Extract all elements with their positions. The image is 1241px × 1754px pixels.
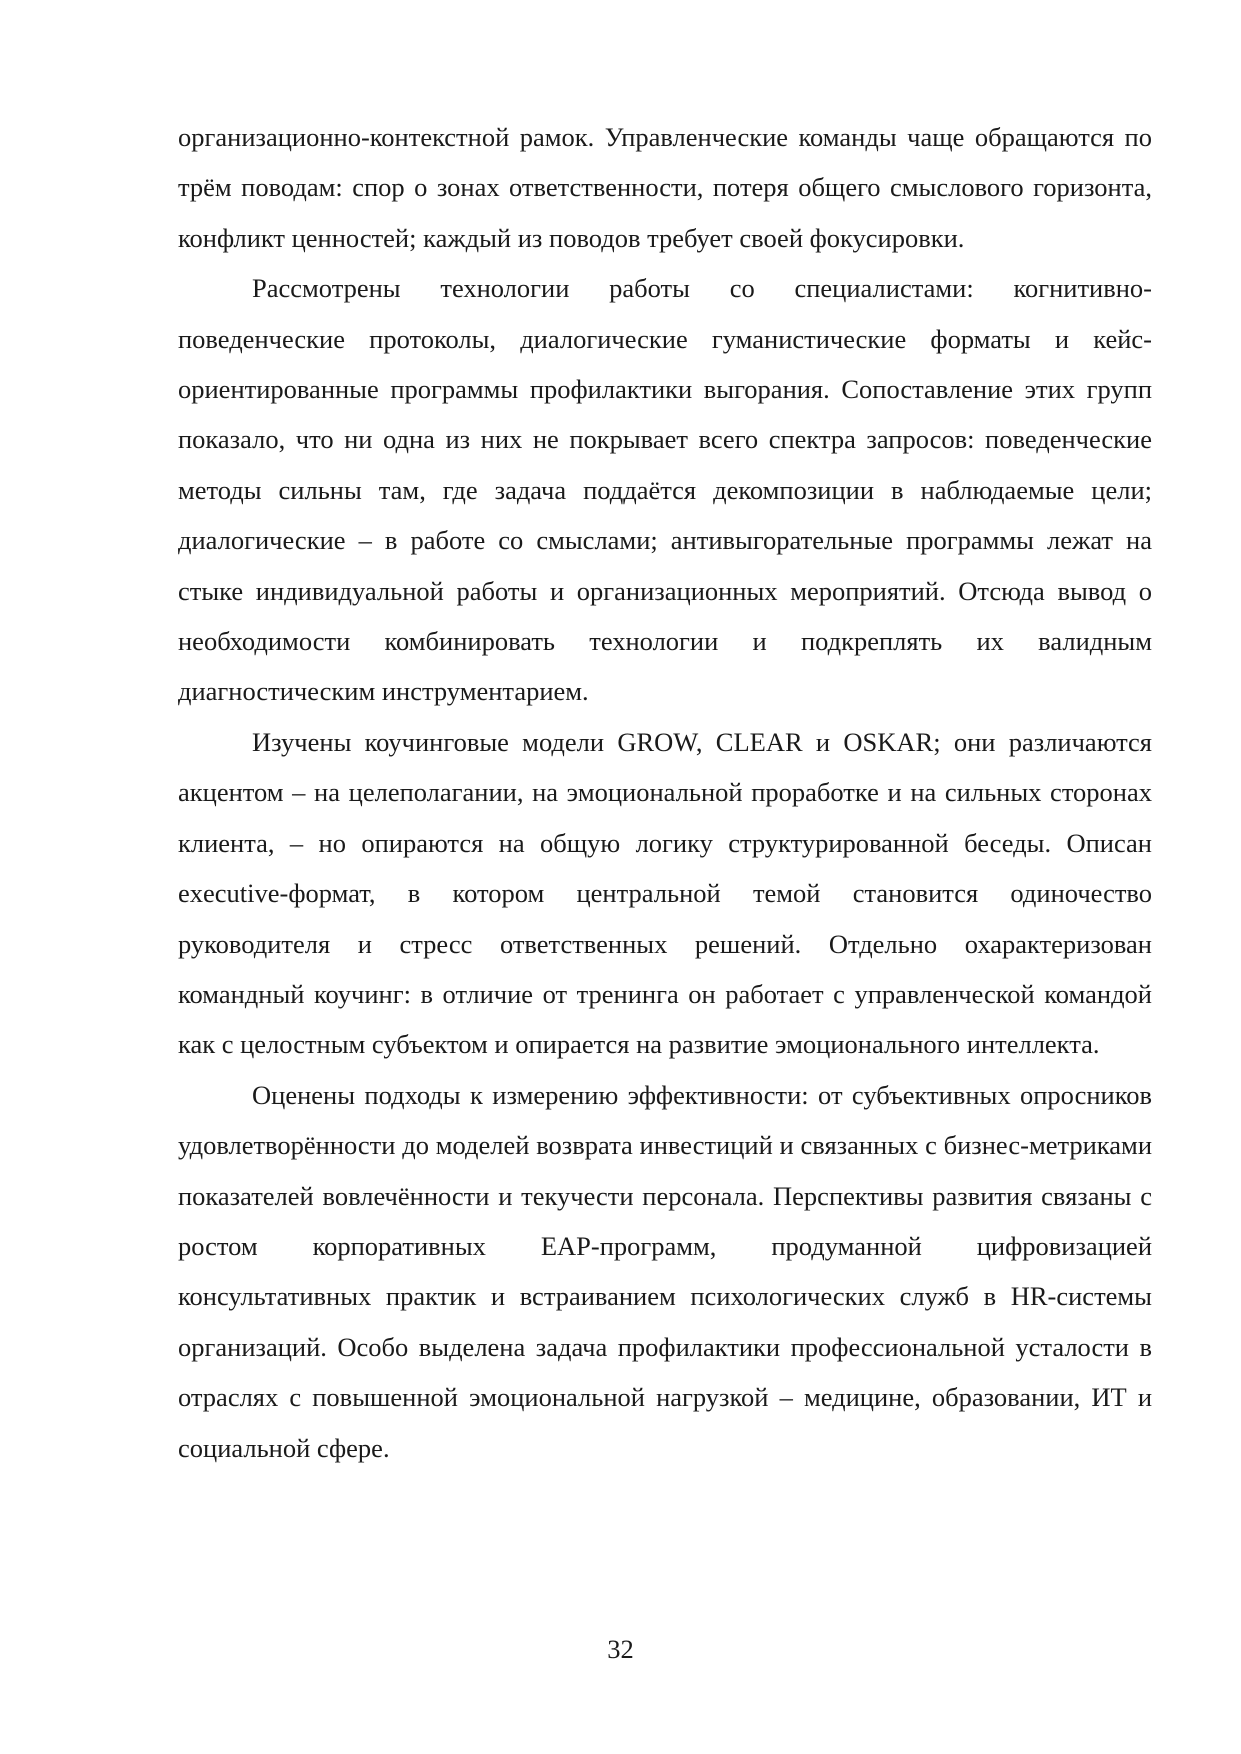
page-number: 32 [607, 1634, 634, 1664]
paragraph-1: организационно-контекстной рамок. Управленческие команды чаще обращаются по трём поводам: спор о зонах ответственности, потеря общего смыслового горизонта, конфликт ценностей; каждый из поводов требует своей фокусировки. [178, 122, 1152, 253]
paragraph-2: Рассмотрены технологии работы со специалистами: когнитивно-поведенческие протоколы, диалогические гуманистические форматы и кейс-ориентированные программы профилактики выгорания. Сопоставление этих групп показало, что ни одна из них не покрывает всего спектра запросов: поведенческие методы сильны там, где задача поддаётся декомпозиции в наблюдаемые цели; диалогические – в работе со смыслами; антивыгорательные программы лежат на стыке индивидуальной работы и организационных мероприятий. Отсюда вывод о необходимости комбинировать технологии и подкреплять их валидным диагностическим инструментарием. [178, 273, 1152, 707]
body-text [178, 112, 1152, 1473]
paragraph-3: Изучены коучинговые модели GROW, CLEAR и OSKAR; они различаются акцентом – на целеполагании, на эмоциональной проработке и на сильных сторонах клиента, – но опираются на общую логику структурированной беседы. Описан executive-формат, в котором центральной темой становится одиночество руководителя и стресс ответственных решений. Отдельно охарактеризован командный коучинг: в отличие от тренинга он работает с управленческой командой как с целостным субъектом и опирается на развитие эмоционального интеллекта. [178, 726, 1152, 1060]
paragraph-4: Оценены подходы к измерению эффективности: от субъективных опросников удовлетворённости до моделей возврата инвестиций и связанных с бизнес-метриками показателей вовлечённости и текучести персонала. Перспективы развития связаны с ростом корпоративных EAP-программ, продуманной цифровизацией консультативных практик и встраиванием психологических служб в HR-системы организаций. Особо выделена задача профилактики профессиональной усталости в отраслях с повышенной эмоциональной нагрузкой – медицине, образовании, ИТ и социальной сфере. [178, 1079, 1152, 1463]
